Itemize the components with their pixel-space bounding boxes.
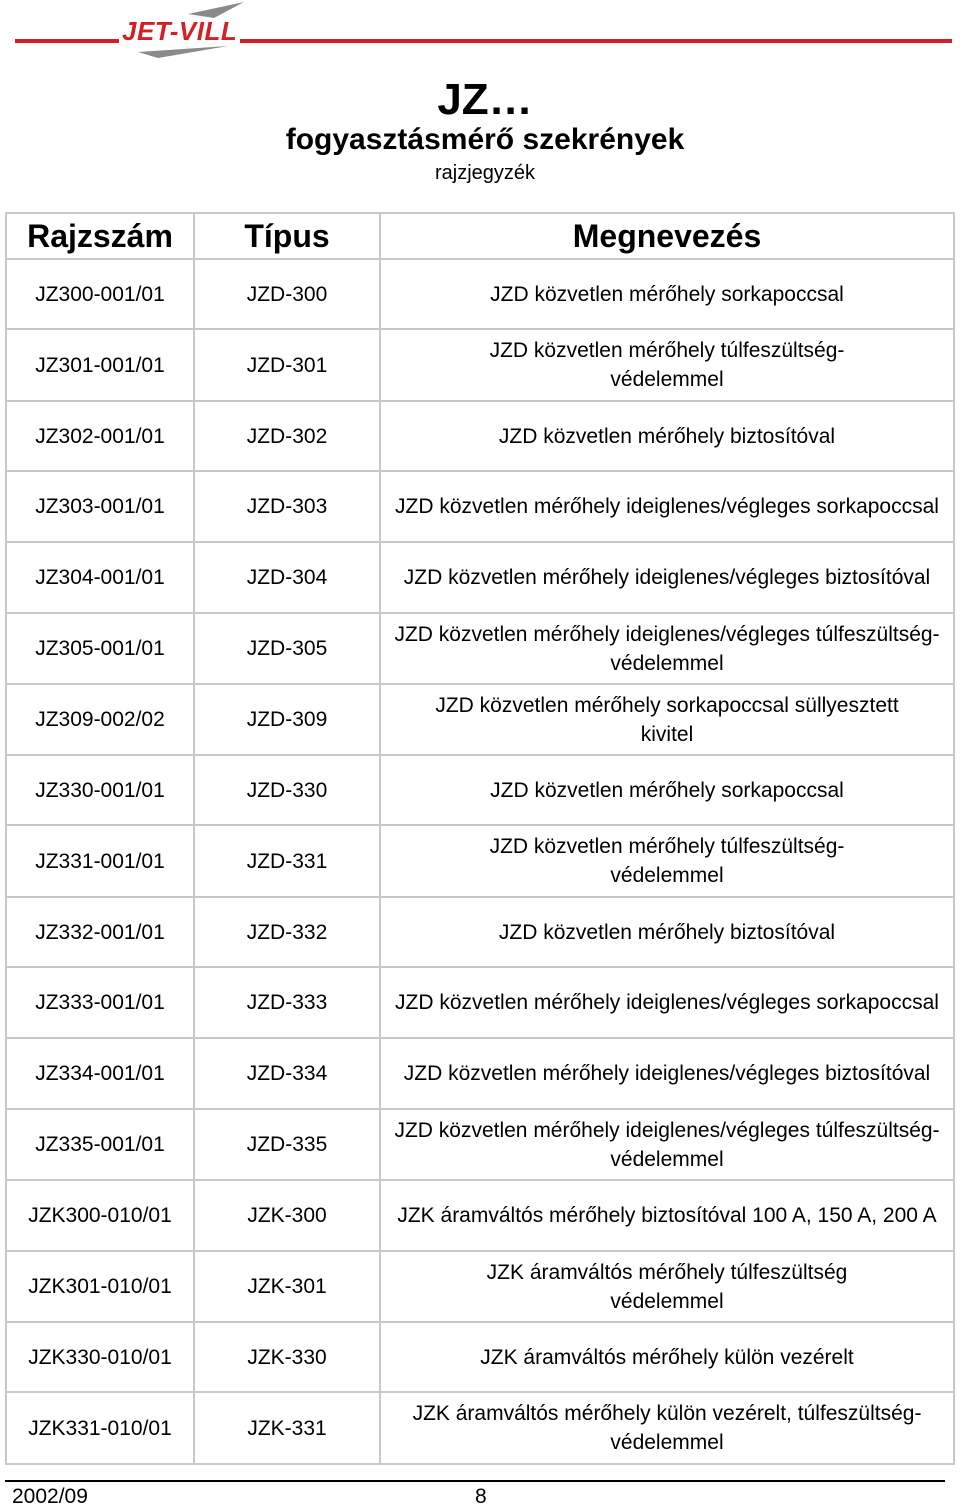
cell-name: JZK áramváltós mérőhely biztosítóval 100 A, 150 A, 200 A bbox=[380, 1180, 954, 1251]
table-row bbox=[6, 967, 954, 1038]
cell-drawing-number: JZ304-001/01 bbox=[6, 542, 194, 613]
cell-name: JZD közvetlen mérőhely túlfeszültség-védelemmel bbox=[380, 825, 954, 897]
cell-type: JZK-300 bbox=[194, 1180, 380, 1251]
cell-drawing-number: JZ335-001/01 bbox=[6, 1109, 194, 1180]
cell-name: JZD közvetlen mérőhely ideiglenes/végleges sorkapoccsal bbox=[380, 967, 954, 1038]
document-title: JZ… bbox=[437, 75, 533, 124]
table-header-row bbox=[6, 213, 954, 259]
cell-type: JZK-301 bbox=[194, 1251, 380, 1322]
table-row bbox=[6, 1251, 954, 1322]
footer-date: 2002/09 bbox=[12, 1485, 88, 1508]
cell-type: JZD-301 bbox=[194, 329, 380, 401]
table-row bbox=[6, 1109, 954, 1180]
header-drawing-number: Rajzszám bbox=[6, 213, 194, 259]
table-row bbox=[6, 613, 954, 684]
cell-name: JZD közvetlen mérőhely ideiglenes/végleges sorkapoccsal bbox=[380, 471, 954, 542]
cell-name: JZD közvetlen mérőhely ideiglenes/végleges biztosítóval bbox=[380, 542, 954, 613]
logo-rule-right bbox=[240, 39, 952, 43]
cell-type: JZK-331 bbox=[194, 1392, 380, 1464]
table-row bbox=[6, 1322, 954, 1392]
table-row bbox=[6, 259, 954, 329]
cell-name: JZD közvetlen mérőhely sorkapoccsal süllyesztett kivitel bbox=[380, 684, 954, 755]
cell-drawing-number: JZ303-001/01 bbox=[6, 471, 194, 542]
table-row bbox=[6, 684, 954, 755]
cell-type: JZD-330 bbox=[194, 755, 380, 825]
header-name: Megnevezés bbox=[380, 213, 954, 259]
cell-name: JZD közvetlen mérőhely sorkapoccsal bbox=[380, 755, 954, 825]
cell-name: JZD közvetlen mérőhely túlfeszültség-védelemmel bbox=[380, 329, 954, 401]
cell-type: JZD-309 bbox=[194, 684, 380, 755]
cell-drawing-number: JZ302-001/01 bbox=[6, 401, 194, 471]
cell-type: JZK-330 bbox=[194, 1322, 380, 1392]
document-subtitle: fogyasztásmérő szekrények bbox=[285, 123, 685, 156]
cell-drawing-number: JZK301-010/01 bbox=[6, 1251, 194, 1322]
cell-type: JZD-335 bbox=[194, 1109, 380, 1180]
table-row bbox=[6, 1392, 954, 1464]
cell-name: JZK áramváltós mérőhely külön vezérelt, túlfeszültség-védelemmel bbox=[380, 1392, 954, 1464]
cell-drawing-number: JZ300-001/01 bbox=[6, 259, 194, 329]
cell-drawing-number: JZ305-001/01 bbox=[6, 613, 194, 684]
cell-name: JZD közvetlen mérőhely ideiglenes/végleges túlfeszültség-védelemmel bbox=[380, 1109, 954, 1180]
cell-type: JZD-332 bbox=[194, 897, 380, 967]
cell-name: JZD közvetlen mérőhely biztosítóval bbox=[380, 401, 954, 471]
cell-type: JZD-302 bbox=[194, 401, 380, 471]
cell-drawing-number: JZ309-002/02 bbox=[6, 684, 194, 755]
cell-drawing-number: JZ333-001/01 bbox=[6, 967, 194, 1038]
cell-drawing-number: JZ332-001/01 bbox=[6, 897, 194, 967]
table-row bbox=[6, 329, 954, 401]
table-row bbox=[6, 825, 954, 897]
table-row bbox=[6, 755, 954, 825]
cell-type: JZD-334 bbox=[194, 1038, 380, 1109]
cell-drawing-number: JZ334-001/01 bbox=[6, 1038, 194, 1109]
cell-drawing-number: JZ330-001/01 bbox=[6, 755, 194, 825]
cell-name: JZD közvetlen mérőhely sorkapoccsal bbox=[380, 259, 954, 329]
cell-type: JZD-303 bbox=[194, 471, 380, 542]
cell-drawing-number: JZ331-001/01 bbox=[6, 825, 194, 897]
cell-type: JZD-331 bbox=[194, 825, 380, 897]
table-row bbox=[6, 1180, 954, 1251]
logo-rule-left bbox=[15, 39, 119, 43]
cell-name: JZD közvetlen mérőhely ideiglenes/végleges biztosítóval bbox=[380, 1038, 954, 1109]
cell-name: JZK áramváltós mérőhely túlfeszültség védelemmel bbox=[380, 1251, 954, 1322]
document-caption: rajzjegyzék bbox=[434, 162, 536, 184]
cell-type: JZD-333 bbox=[194, 967, 380, 1038]
page-number: 8 bbox=[475, 1485, 487, 1508]
cell-name: JZD közvetlen mérőhely biztosítóval bbox=[380, 897, 954, 967]
cell-drawing-number: JZK331-010/01 bbox=[6, 1392, 194, 1464]
cell-type: JZD-304 bbox=[194, 542, 380, 613]
cell-name: JZD közvetlen mérőhely ideiglenes/végleges túlfeszültség-védelemmel bbox=[380, 613, 954, 684]
table-row bbox=[6, 471, 954, 542]
cell-drawing-number: JZK300-010/01 bbox=[6, 1180, 194, 1251]
drawing-list-table bbox=[5, 212, 955, 1465]
table-row bbox=[6, 897, 954, 967]
cell-type: JZD-300 bbox=[194, 259, 380, 329]
header-logo-bar bbox=[0, 0, 960, 60]
footer-rule bbox=[5, 1480, 945, 1482]
table-row bbox=[6, 542, 954, 613]
header-type: Típus bbox=[194, 213, 380, 259]
table-row bbox=[6, 401, 954, 471]
cell-type: JZD-305 bbox=[194, 613, 380, 684]
cell-drawing-number: JZK330-010/01 bbox=[6, 1322, 194, 1392]
table-row bbox=[6, 1038, 954, 1109]
company-logo: JET-VILL bbox=[122, 16, 238, 46]
cell-name: JZK áramváltós mérőhely külön vezérelt bbox=[380, 1322, 954, 1392]
cell-drawing-number: JZ301-001/01 bbox=[6, 329, 194, 401]
